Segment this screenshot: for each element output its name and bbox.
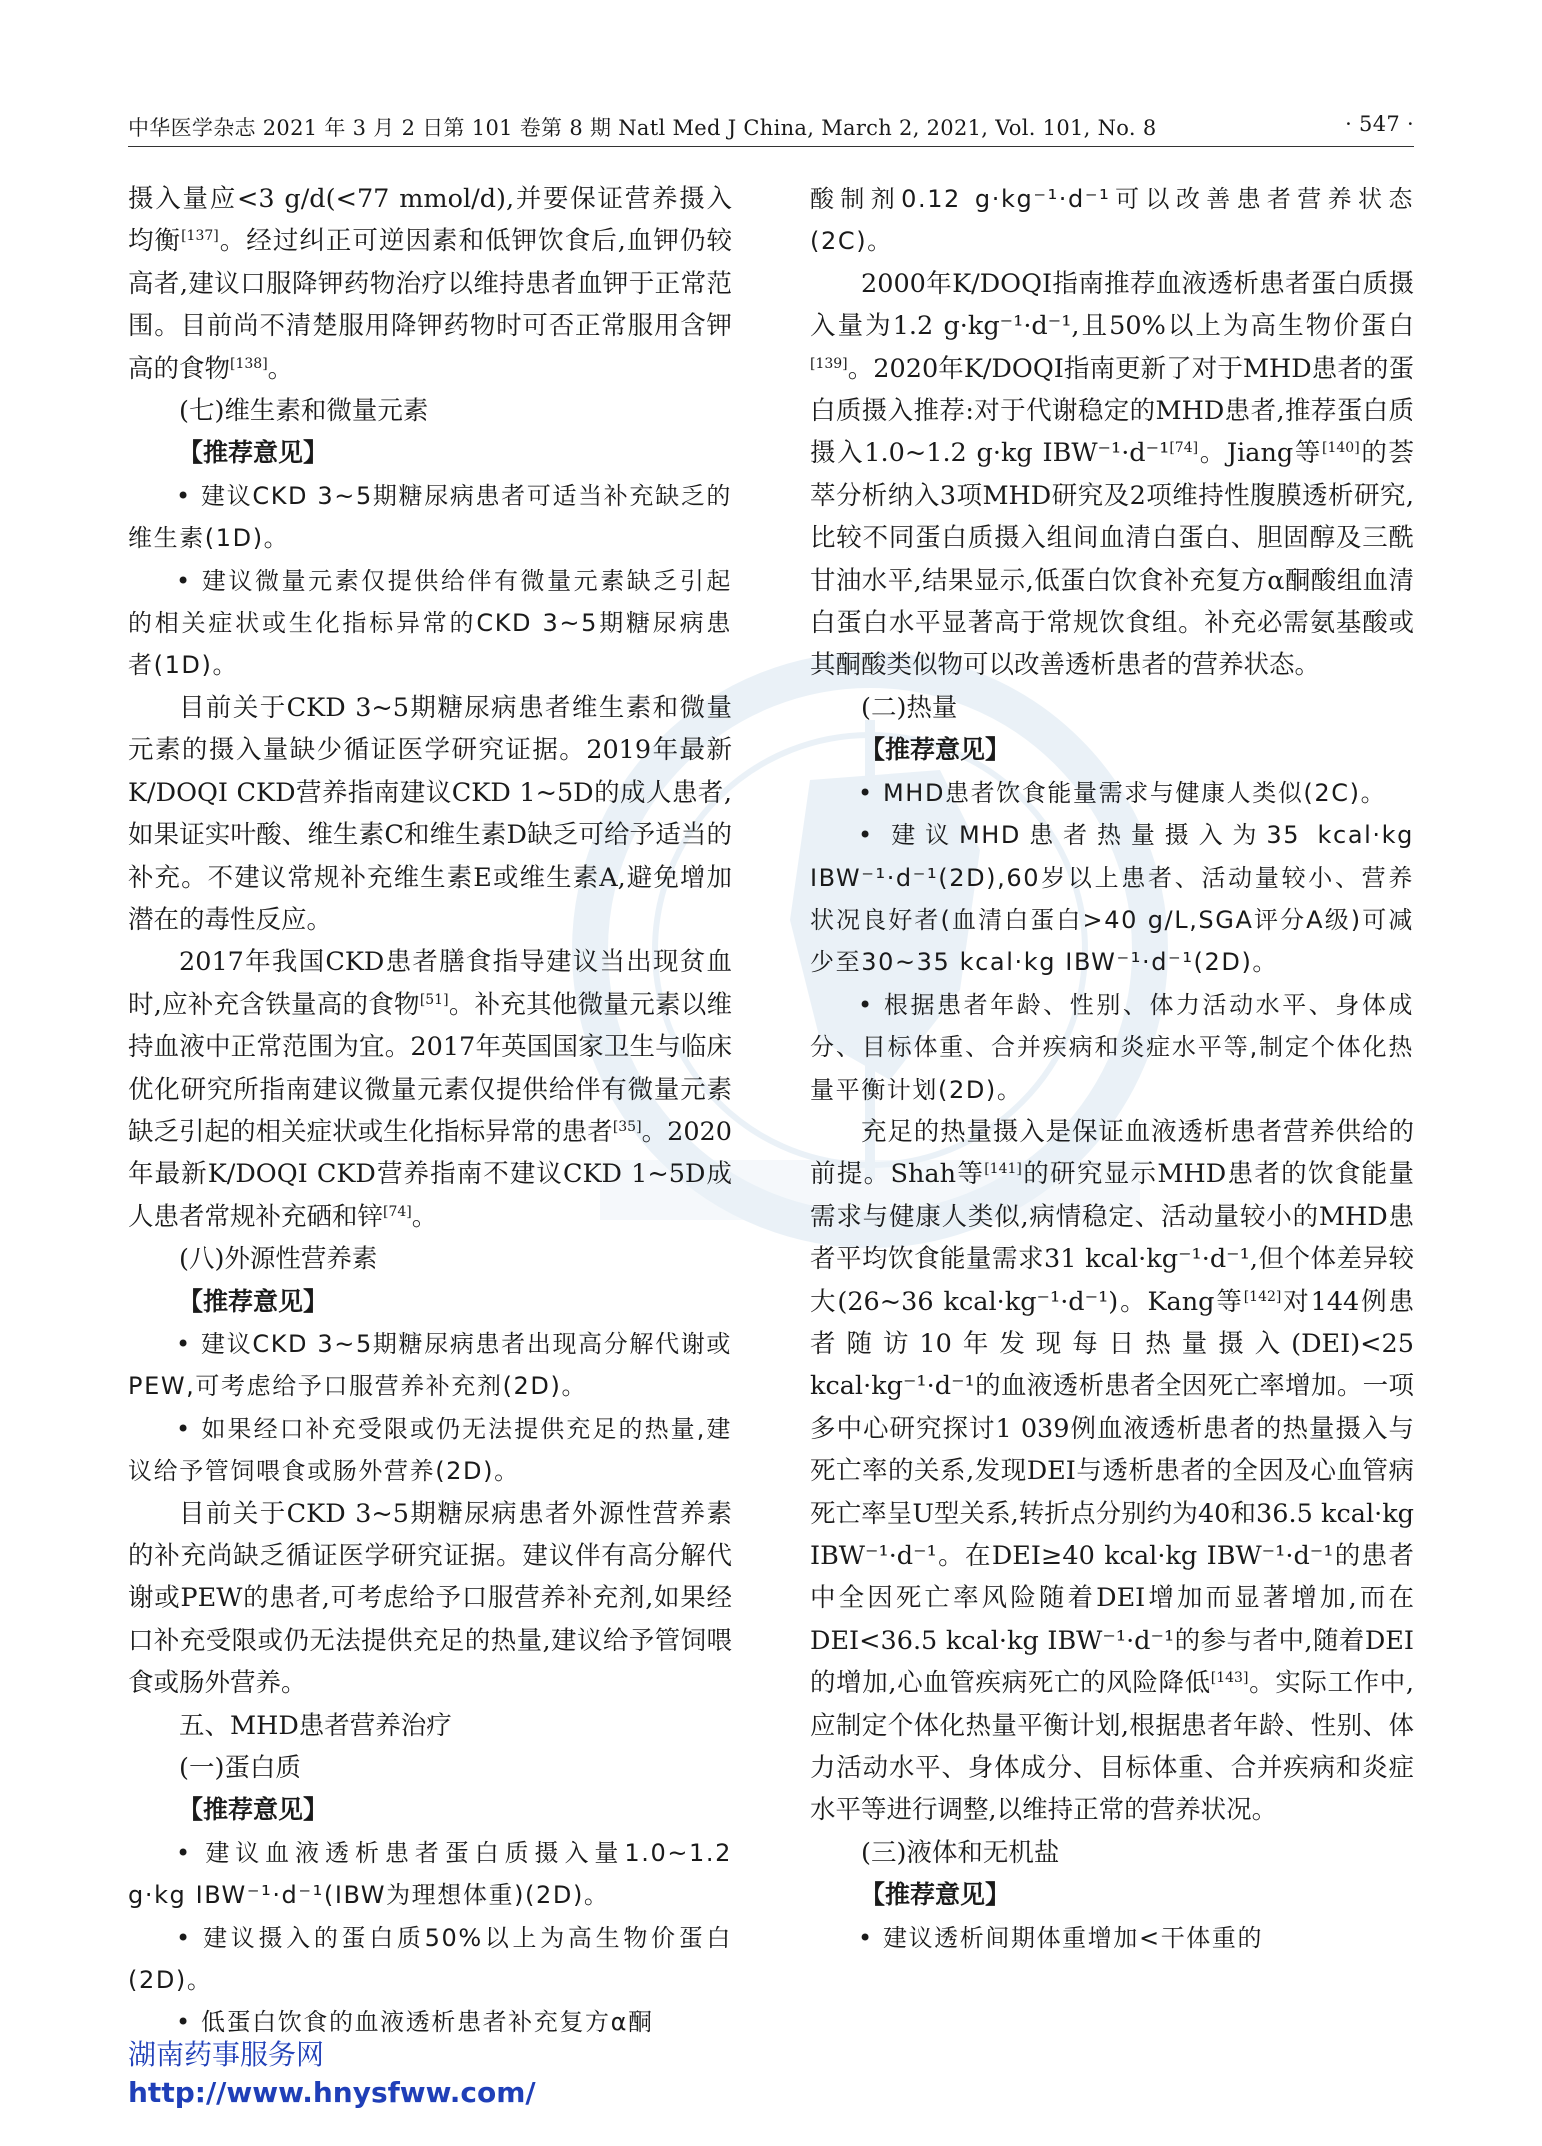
text-run: 充足的热量摄入是保证血液透析患者营养供给的前提。Shah等 bbox=[810, 1116, 1414, 1190]
recommendation-label bbox=[128, 1789, 732, 1831]
text-run: (一)蛋白质 bbox=[179, 1753, 301, 1784]
citation-ref: [137] bbox=[181, 228, 219, 245]
left-column bbox=[128, 178, 732, 2044]
citation-ref: [74] bbox=[1169, 440, 1199, 457]
right-column bbox=[810, 178, 1414, 1959]
recommendation-label bbox=[128, 432, 732, 474]
section-heading bbox=[128, 1705, 732, 1747]
text-run: 。 bbox=[267, 353, 294, 384]
text-run: 摄入量应<3 g/d(<77 mmol/d),并要保证营养摄入均衡 bbox=[128, 184, 732, 257]
recommendation-bullet bbox=[128, 1917, 732, 2002]
recommendation-label bbox=[810, 729, 1414, 771]
text-run: • 低蛋白饮食的血液透析患者补充复方α酮 bbox=[176, 2008, 654, 2037]
text-run: 【推荐意见】 bbox=[860, 735, 1011, 765]
text-run: 。Jiang等 bbox=[1198, 438, 1323, 469]
journal-citation: 中华医学杂志 2021 年 3 月 2 日第 101 卷第 8 期 Natl Med J China, March 2, 2021, Vol. 101, No. 8 bbox=[128, 116, 1157, 140]
text-run: • 建议微量元素仅提供给伴有微量元素缺乏引起的相关症状或生化指标异常的CKD 3~5期糖尿病患者(1D)。 bbox=[128, 566, 732, 680]
text-run: 【推荐意见】 bbox=[178, 1286, 329, 1316]
recommendation-bullet bbox=[810, 1917, 1414, 1959]
text-run: 目前关于CKD 3~5期糖尿病患者外源性营养素的补充尚缺乏循证医学研究证据。建议伴有高分解代谢或PEW的患者,可考虑给予口服营养补充剂,如果经口补充受限或仍无法提供充足的热量,建议给予管饲喂食或肠外营养。 bbox=[128, 1498, 732, 1699]
recommendation-bullet bbox=[128, 560, 732, 687]
section-heading bbox=[810, 687, 1414, 729]
website-name: 湖南药事服务网 bbox=[128, 2038, 325, 2071]
recommendation-bullet bbox=[128, 475, 732, 560]
citation-ref: [142] bbox=[1243, 1288, 1282, 1305]
citation-ref: [138] bbox=[230, 355, 268, 372]
citation-ref: [141] bbox=[984, 1161, 1022, 1178]
text-run: 五、MHD患者营养治疗 bbox=[179, 1710, 452, 1741]
body-paragraph bbox=[128, 687, 732, 941]
body-paragraph bbox=[128, 941, 732, 1238]
body-paragraph bbox=[810, 1111, 1414, 1832]
section-heading bbox=[128, 1238, 732, 1280]
text-run: 的荟萃分析纳入3项MHD研究及2项维持性腹膜透析研究,比较不同蛋白质摄入组间血清白蛋白、胆固醇及三酰甘油水平,结果显示,低蛋白饮食补充复方α酮酸组血清白蛋白水平显著高于常规饮食组。补充必需氨基酸或其酮酸类似物可以改善透析患者的营养状态。 bbox=[810, 438, 1414, 681]
text-run: • 如果经口补充受限或仍无法提供充足的热量,建议给予管饲喂食或肠外营养(2D)。 bbox=[128, 1414, 732, 1486]
header-rule bbox=[128, 146, 1414, 147]
citation-ref: [35] bbox=[612, 1118, 642, 1135]
recommendation-bullet bbox=[810, 814, 1414, 984]
citation-ref: [51] bbox=[419, 991, 449, 1008]
text-run: 。2020年K/DOQI指南更新了对于MHD患者的蛋白质摄入推荐:对于代谢稳定的MHD患者,推荐蛋白质摄入1.0~1.2 g·kg IBW⁻¹·d⁻¹ bbox=[810, 353, 1414, 469]
text-run: (八)外源性营养素 bbox=[179, 1244, 378, 1275]
recommendation-bullet bbox=[128, 1832, 732, 1917]
page-number: · 547 · bbox=[1345, 112, 1414, 136]
section-heading bbox=[128, 1747, 732, 1789]
text-run: • 建议血液透析患者蛋白质摄入量1.0~1.2 g·kg IBW⁻¹·d⁻¹(IBW为理想体重)(2D)。 bbox=[128, 1838, 732, 1910]
text-run: 的研究显示MHD患者的饮食能量需求与健康人类似,病情稳定、活动量较小的MHD患者平均饮食能量需求31 kcal·kg⁻¹·d⁻¹,但个体差异较大(26~36 kcal·kg⁻¹·d⁻¹)。Kang等 bbox=[810, 1159, 1414, 1317]
text-run: 。实际工作中,应制定个体化热量平衡计划,根据患者年龄、性别、体力活动水平、身体成分、目标体重、合并疾病和炎症水平等进行调整,以维持正常的营养状况。 bbox=[810, 1668, 1414, 1826]
text-run: 。 bbox=[411, 1201, 438, 1232]
text-run: 。补充其他微量元素以维持血液中正常范围为宜。2017年英国国家卫生与临床优化研究所指南建议微量元素仅提供给伴有微量元素缺乏引起的相关症状或生化指标异常的患者 bbox=[128, 989, 732, 1147]
website-url-link[interactable]: http://www.hnysfww.com/ bbox=[128, 2076, 536, 2109]
text-run: • 根据患者年龄、性别、体力活动水平、身体成分、目标体重、合并疾病和炎症水平等,制定个体化热量平衡计划(2D)。 bbox=[810, 990, 1414, 1104]
text-run: • 建议透析间期体重增加<干体重的 bbox=[858, 1923, 1264, 1952]
text-run: 2017年我国CKD患者膳食指导建议当出现贫血时,应补充含铁量高的食物 bbox=[128, 947, 732, 1020]
text-run: 【推荐意见】 bbox=[178, 438, 329, 468]
recommendation-bullet bbox=[810, 984, 1414, 1111]
recommendation-label bbox=[810, 1874, 1414, 1916]
citation-ref: [143] bbox=[1210, 1670, 1249, 1687]
running-header bbox=[128, 108, 1414, 142]
recommendation-label bbox=[128, 1281, 732, 1323]
body-paragraph bbox=[128, 1493, 732, 1705]
recommendation-bullet bbox=[810, 772, 1414, 814]
recommendation-bullet bbox=[128, 1323, 732, 1408]
text-run: 【推荐意见】 bbox=[178, 1795, 329, 1825]
text-run: • 建议CKD 3~5期糖尿病患者出现高分解代谢或PEW,可考虑给予口服营养补充剂(2D)。 bbox=[128, 1329, 732, 1401]
text-run: 目前关于CKD 3~5期糖尿病患者维生素和微量元素的摄入量缺少循证医学研究证据。2019年最新K/DOQI CKD营养指南建议CKD 1~5D的成人患者,如果证实叶酸、维生素C和维生素D缺乏可给予适当的补充。不建议常规补充维生素E或维生素A,避免增加潜在的毒性反应。 bbox=[128, 692, 732, 935]
section-heading bbox=[810, 1832, 1414, 1874]
text-run: 对144例患者随访10年发现每日热量摄入(DEI)<25 kcal·kg⁻¹·d⁻¹的血液透析患者全因死亡率增加。一项多中心研究探讨1 039例血液透析患者的热量摄入与死亡率的关系,发现DEI与透析患者的全因及心血管病死亡率呈U型关系,转折点分别约为40和36.5 kcal·kg IBW⁻¹·d⁻¹。在DEI≥40 kcal·kg IBW⁻¹·d⁻¹的患者中全因死亡率风险随着DEI增加而显著增加,而在DEI<36.5 kcal·kg IBW⁻¹·d⁻¹的参与者中,随着DEI的增加,心血管疾病死亡的风险降低 bbox=[810, 1286, 1415, 1699]
text-run: • MHD患者饮食能量需求与健康人类似(2C)。 bbox=[858, 778, 1387, 807]
text-run: 【推荐意见】 bbox=[860, 1880, 1011, 1910]
body-paragraph bbox=[810, 263, 1414, 687]
text-run: • 建议MHD患者热量摄入为35 kcal·kg IBW⁻¹·d⁻¹(2D),60岁以上患者、活动量较小、营养状况良好者(血清白蛋白>40 g/L,SGA评分A级)可减少至30~35 kcal·kg IBW⁻¹·d⁻¹(2D)。 bbox=[810, 821, 1414, 977]
text-run: (七)维生素和微量元素 bbox=[179, 396, 429, 427]
text-run: 。经过纠正可逆因素和低钾饮食后,血钾仍较高者,建议口服降钾药物治疗以维持患者血钾于正常范围。目前尚不清楚服用降钾药物时可否正常服用含钾高的食物 bbox=[128, 226, 732, 384]
citation-ref: [139] bbox=[810, 355, 848, 372]
text-run: • 建议摄入的蛋白质50%以上为高生物价蛋白(2D)。 bbox=[128, 1923, 732, 1995]
text-run: • 建议CKD 3~5期糖尿病患者可适当补充缺乏的维生素(1D)。 bbox=[128, 481, 732, 553]
citation-ref: [140] bbox=[1322, 440, 1360, 457]
section-heading bbox=[128, 390, 732, 432]
text-run: 。2020年最新K/DOQI CKD营养指南不建议CKD 1~5D成人患者常规补充硒和锌 bbox=[128, 1116, 732, 1232]
citation-ref: [74] bbox=[383, 1203, 412, 1220]
body-paragraph bbox=[128, 178, 732, 390]
text-run: (二)热量 bbox=[861, 692, 958, 723]
website-footer bbox=[128, 2036, 628, 2112]
text-run: (三)液体和无机盐 bbox=[861, 1837, 1060, 1868]
recommendation-bullet bbox=[128, 1408, 732, 1493]
text-run: 2000年K/DOQI指南推荐血液透析患者蛋白质摄入量为1.2 g·kg⁻¹·d⁻¹,且50%以上为高生物价蛋白 bbox=[810, 268, 1414, 342]
text-run: 酸制剂0.12 g·kg⁻¹·d⁻¹可以改善患者营养状态(2C)。 bbox=[810, 185, 1414, 256]
recommendation-bullet bbox=[810, 178, 1414, 263]
